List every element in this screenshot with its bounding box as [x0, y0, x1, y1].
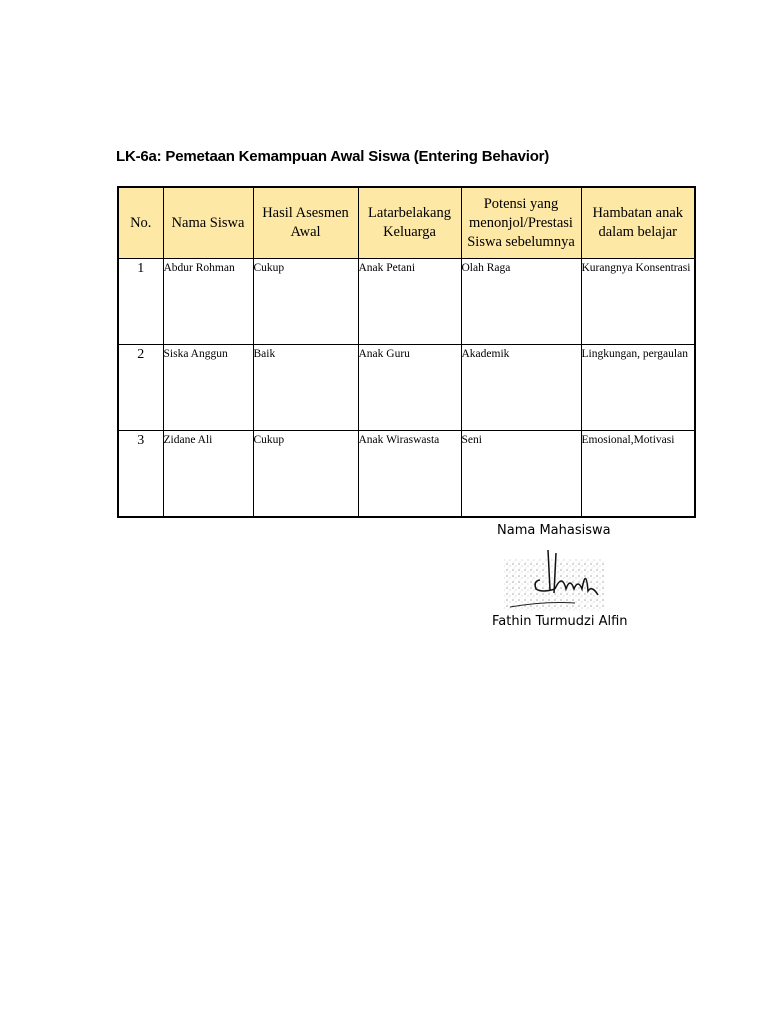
- header-potensi: Potensi yang menonjol/Prestasi Siswa sebelumnya: [461, 187, 581, 259]
- cell-no: 1: [118, 259, 163, 345]
- cell-nama: Abdur Rohman: [163, 259, 253, 345]
- header-nama-siswa: Nama Siswa: [163, 187, 253, 259]
- header-no: No.: [118, 187, 163, 259]
- table-row: [118, 259, 695, 345]
- table-row: [118, 431, 695, 518]
- cell-latar: Anak Petani: [358, 259, 461, 345]
- header-hasil-asesmen: Hasil Asesmen Awal: [253, 187, 358, 259]
- table-row: [118, 345, 695, 431]
- header-hambatan: Hambatan anak dalam belajar: [581, 187, 695, 259]
- cell-latar: Anak Wiraswasta: [358, 431, 461, 518]
- cell-hasil: Cukup: [253, 259, 358, 345]
- cell-hambatan: Lingkungan, pergaulan: [581, 345, 695, 431]
- cell-no: 2: [118, 345, 163, 431]
- cell-potensi: Olah Raga: [461, 259, 581, 345]
- cell-hambatan: Kurangnya Konsentrasi: [581, 259, 695, 345]
- cell-potensi: Akademik: [461, 345, 581, 431]
- student-mapping-table: [117, 186, 696, 518]
- signature-caption: Nama Mahasiswa: [497, 523, 611, 538]
- header-latarbelakang: Latarbelakang Keluarga: [358, 187, 461, 259]
- cell-potensi: Seni: [461, 431, 581, 518]
- document-title: LK-6a: Pemetaan Kemampuan Awal Siswa (Entering Behavior): [116, 148, 550, 165]
- table-header-row: [118, 187, 695, 259]
- cell-latar: Anak Guru: [358, 345, 461, 431]
- signature-image: [500, 545, 610, 620]
- student-name-signature: Fathin Turmudzi Alfin: [492, 614, 628, 629]
- cell-nama: Zidane Ali: [163, 431, 253, 518]
- cell-hambatan: Emosional,Motivasi: [581, 431, 695, 518]
- cell-nama: Siska Anggun: [163, 345, 253, 431]
- cell-hasil: Baik: [253, 345, 358, 431]
- cell-hasil: Cukup: [253, 431, 358, 518]
- cell-no: 3: [118, 431, 163, 518]
